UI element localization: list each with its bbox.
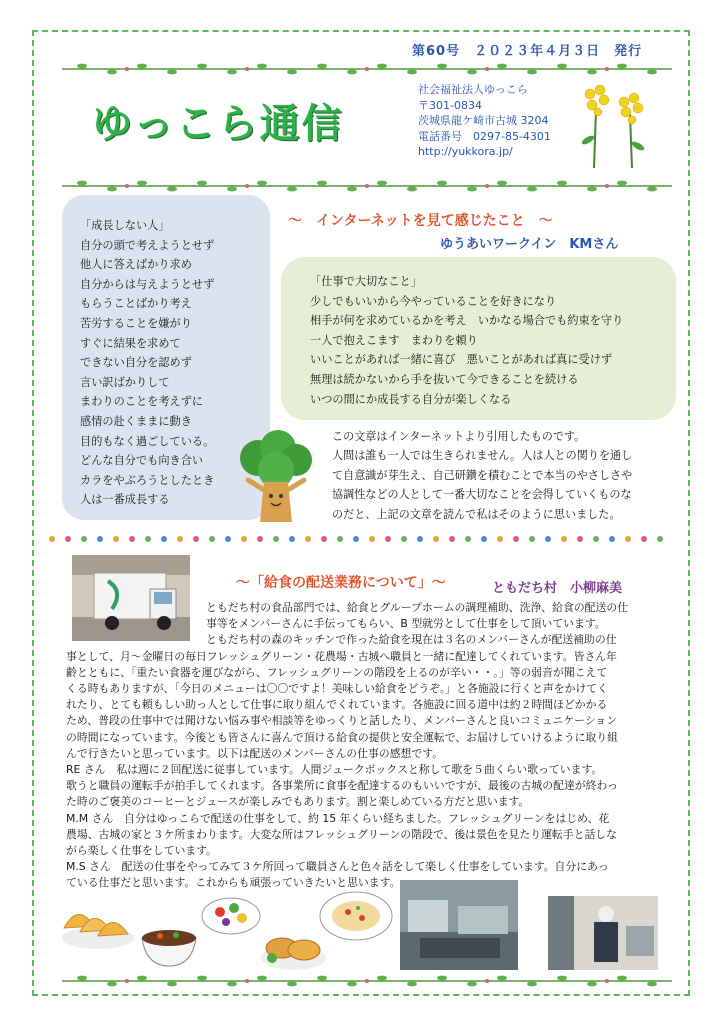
poem-line: どんな自分でも向き合い [80,454,204,468]
body-line: ため、普段の仕事中では聞けない悩み事や相談等をゆっくりと話したり、メンバーさんと良いコミュニケーション [66,714,618,728]
body-line: 齢とともに、「重たい食器を運びながら、フレッシュグリーンの階段を上るのが辛い・・。」等の弱音が聞こえて [66,665,608,679]
body-line: 歌うと職員の運転手が拍手してくれます。各事業所に食事を配達するのもいいですが、最後の古城の配達が終わっ [66,779,619,793]
pasta-plate-illustration [318,888,394,942]
poem-growth [80,216,214,510]
poem-line: 「仕事で大切なこと」 [310,275,422,288]
body-line: た時のご褒美のコーヒーとジュースが楽しみでもあります。割と楽しめている方だと思います。 [66,795,530,809]
poem-line: 少しでもいいから今やっていることを好きになり [310,294,557,308]
kitchen-photo [400,880,518,970]
poem-line: 人は一番成長する [80,493,170,507]
vine-divider-top [62,62,672,76]
poem-line: 言い訳ばかりして [80,375,170,389]
staff-photo [548,896,658,970]
body-line: M.M さん 自分はゆっこらで配送の仕事をして、約 15 年くらい経ちました。フレッシュグリーンをはじめ、花 [66,811,610,825]
body-line: 農場、古城の家と３ケ所まわります。大変な所はフレッシュグリーンの階段で、後は景色を見たり運転手と話しな [66,827,617,841]
body-line: M.S さん 配送の仕事をやってみて３ケ所回って職員さんと色々話をして楽しく仕事をしています。自分にあっ [66,860,609,874]
body-line: くる時もありますが、「今日のメニューは〇〇ですよ！美味しい給食をどうぞ。」と各施設に行くと声をかけてく [66,682,608,696]
body-line: ている仕事だと思います。これからも頑張っていきたいと思います。 [66,876,401,890]
poem-line: 感情の赴くままに動き [80,414,192,428]
article2-body [66,600,682,892]
poem-line: 苦労することを嫌がり [80,316,192,330]
article2-heading: ～「給食の配送業務について」～ [236,575,446,591]
organization-info [418,82,551,160]
body-line: れたり、とても頼もしい助っ人として仕事に取り組んでくれています。各施設に回る道中は約２時間ほどかかる [66,698,608,712]
paragraph-line: 協調性などの人として一番大切なことを会得していくものな [332,488,632,502]
body-line: んで行きたいと思っています。以下は配送のメンバーさんの仕事の感想です。 [66,746,444,760]
org-url[interactable]: http://yukkora.jp/ [418,145,513,159]
body-line: 事として、月～金曜日の毎日フレッシュグリーン・花農場・古城へ職員と一緒に配達してくれています。皆さん年 [66,649,617,663]
poem-line: 自分の頭で考えようとせず [80,238,215,252]
body-line: ともだち村の食品部門では、給食とグループホームの調理補助、洗浄、給食の配送の仕 [206,601,629,614]
vine-divider-bottom [62,974,672,988]
body-line: ともだち村の森のキッチンで作った給食を現在は３名のメンバーさんが配送補助の仕 [206,633,617,647]
newsletter-title: ゆっこら通信 [92,101,344,147]
poem-line: カラをやぶろうとしたとき [80,473,215,487]
poem-line: すぐに結果を求めて [80,336,181,350]
poem-line: 目的もなく過ごしている。 [80,434,215,448]
tree-character-illustration [238,430,314,525]
poem-line: いつの間にか成長する自分が楽しくなる [310,392,512,406]
paragraph-line: 人間は誰も一人では生きられません。人は人との関りを通し [332,449,633,463]
poem-line: 他人に答えばかり求め [80,258,192,272]
poem-line: 相手が何を求めているかを考え いかなる場合でも約束を守り [310,314,624,328]
org-postal: 〒301-0834 [418,98,482,112]
org-address: 茨城県龍ケ崎市古城 3204 [418,114,549,128]
article2-author: ともだち村 小柳麻美 [492,581,623,596]
poem-line: いいことがあれば一緒に喜び 悪いことがあれば真に受けず [310,353,613,367]
salad-bowl-illustration [200,892,262,938]
rape-blossom-illustration [574,80,654,168]
article1-heading: ～ インターネットを見て感じたこと ～ [288,213,553,229]
issue-number-date: 第60号 ２０２３年４月３日 発行 [412,44,643,59]
poem-line: まわりのことを考えずに [80,395,204,409]
dotted-divider [48,535,674,543]
paragraph-line: この文章はインターネットより引用したものです。 [332,430,586,443]
gyoza-illustration [58,898,138,952]
poem-work [310,272,623,409]
rice-bowl-illustration [138,916,200,970]
paragraph-line: て自意識が芽生え、自己研鑽を積むことで本当のやさしさや [332,468,633,482]
org-name: 社会福祉法人ゆっこら [418,83,528,96]
org-phone: 電話番号 0297-85-4301 [418,129,551,143]
body-line: RE さん 私は週に２回配送に従事しています。人間ジュークボックスと称して歌を５曲くらい歌っています。 [66,763,603,777]
body-line: の時間になっています。今後とも皆さんに喜んで頂ける給食の提供と安全運転で、お届けしていけるように取り組 [66,730,618,744]
body-line: 事等をメンバーさんに手伝ってもらい、B 型就労として仕事をして頂いています。 [206,617,606,631]
poem-line: 「成長しない人」 [80,219,170,232]
body-line: がら楽しく仕事をしています。 [66,844,217,858]
poem-line: 無理は続かないから手を抜いて今できることを続ける [310,372,579,386]
article1-paragraph [332,427,677,524]
article1-author: ゆうあいワークイン KMさん [440,237,619,252]
poem-line: 自分からは与えようとせず [80,277,215,291]
poem-line: 一人で抱えこます まわりを頼り [310,333,478,347]
poem-line: もらうことばかり考え [80,297,192,311]
paragraph-line: のだと、上記の文章を読んで私はそのように思いました。 [332,507,621,521]
vine-divider-header [62,179,672,193]
poem-line: できない自分を認めず [80,356,192,370]
